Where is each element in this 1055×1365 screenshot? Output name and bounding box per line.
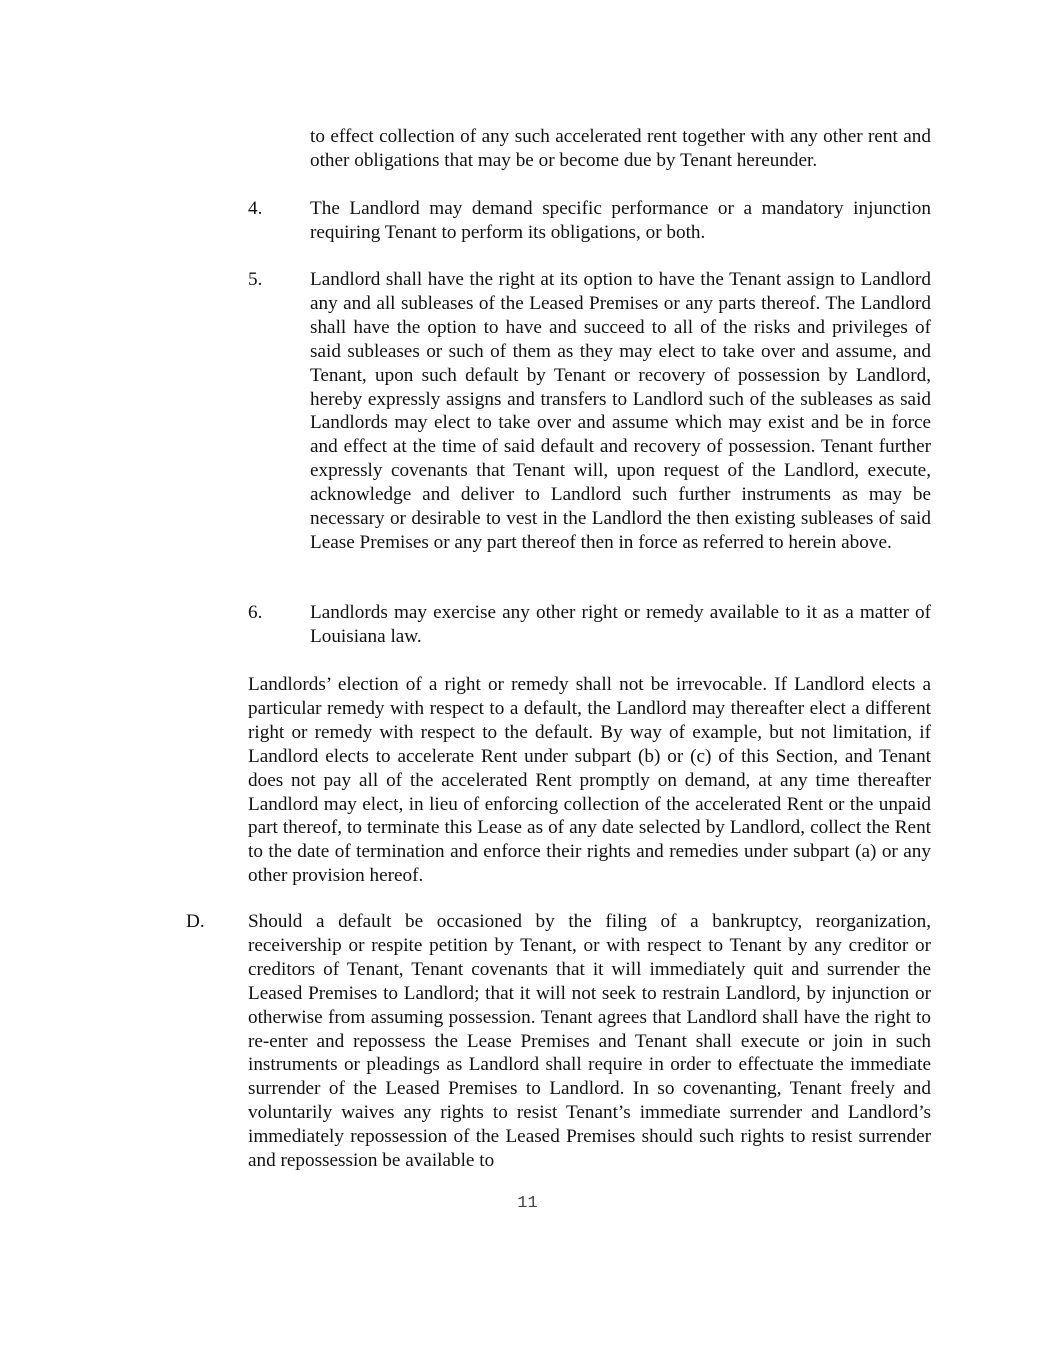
item-6-number: 6.: [248, 602, 263, 623]
election-paragraph: Landlords’ election of a right or remedy shall not be irrevocable. If Landlord elects a particular remedy with respect to a default, the Landlord may thereafter elect a different right or remedy with respect to the default. By way of example, but not limitation, if Landlord elects to accelerate Rent under subpart (b) or (c) of this Section, and Tenant does not pay all of the accelerated Rent promptly on demand, at any time thereafter Landlord may elect, in lieu of enforcing collection of the accelerated Rent or the unpaid part thereof, to terminate this Lease as of any date selected by Landlord, collect the Rent to the date of termination and enforce their rights and remedies under subpart (a) or any other provision hereof.: [248, 674, 931, 887]
continuation-paragraph: to effect collection of any such accelerated rent together with any other rent and other obligations that may be or become due by Tenant hereunder.: [310, 126, 931, 171]
item-5-text: Landlord shall have the right at its option to have the Tenant assign to Landlord any and all subleases of the Leased Premises or any parts thereof. The Landlord shall have the option to have and succeed to all of the risks and privileges of said subleases or such of them as they may elect to take over and assume, and Tenant, upon such default by Tenant or recovery of possession by Landlord, hereby expressly assigns and transfers to Landlord such of the subleases as said Landlords may elect to take over and assume which may exist and be in force and effect at the time of said default and recovery of possession. Tenant further expressly covenants that Tenant will, upon request of the Landlord, execute, acknowledge and deliver to Landlord such further instruments as may be necessary or desirable to vest in the Landlord the then existing subleases of said Lease Premises or any part thereof then in force as referred to herein above.: [310, 269, 931, 553]
section-d-label: D.: [186, 911, 205, 932]
item-5-number: 5.: [248, 269, 263, 290]
item-4-text: The Landlord may demand specific performance or a mandatory injunction requiring Tenant to perform its obligations, or both.: [310, 198, 931, 243]
section-d-text: Should a default be occasioned by the filing of a bankruptcy, reorganization, receivership or respite petition by Tenant, or with respect to Tenant by any creditor or creditors of Tenant, Tenant covenants that it will immediately quit and surrender the Leased Premises to Landlord; that it will not seek to restrain Landlord, by injunction or otherwise from assuming possession. Tenant agrees that Landlord shall have the right to re-enter and repossess the Lease Premises and Tenant shall execute or join in such instruments or pleadings as Landlord shall require in order to effectuate the immediate surrender of the Leased Premises to Landlord. In so covenanting, Tenant freely and voluntarily waives any rights to resist Tenant’s immediate surrender and Landlord’s immediately repossession of the Leased Premises should such rights to resist surrender and repossession be available to: [248, 911, 931, 1172]
item-6-text: Landlords may exercise any other right or remedy available to it as a matter of Louisiana law.: [310, 602, 931, 647]
page-number: 11: [517, 1194, 538, 1213]
item-4-number: 4.: [248, 198, 263, 219]
